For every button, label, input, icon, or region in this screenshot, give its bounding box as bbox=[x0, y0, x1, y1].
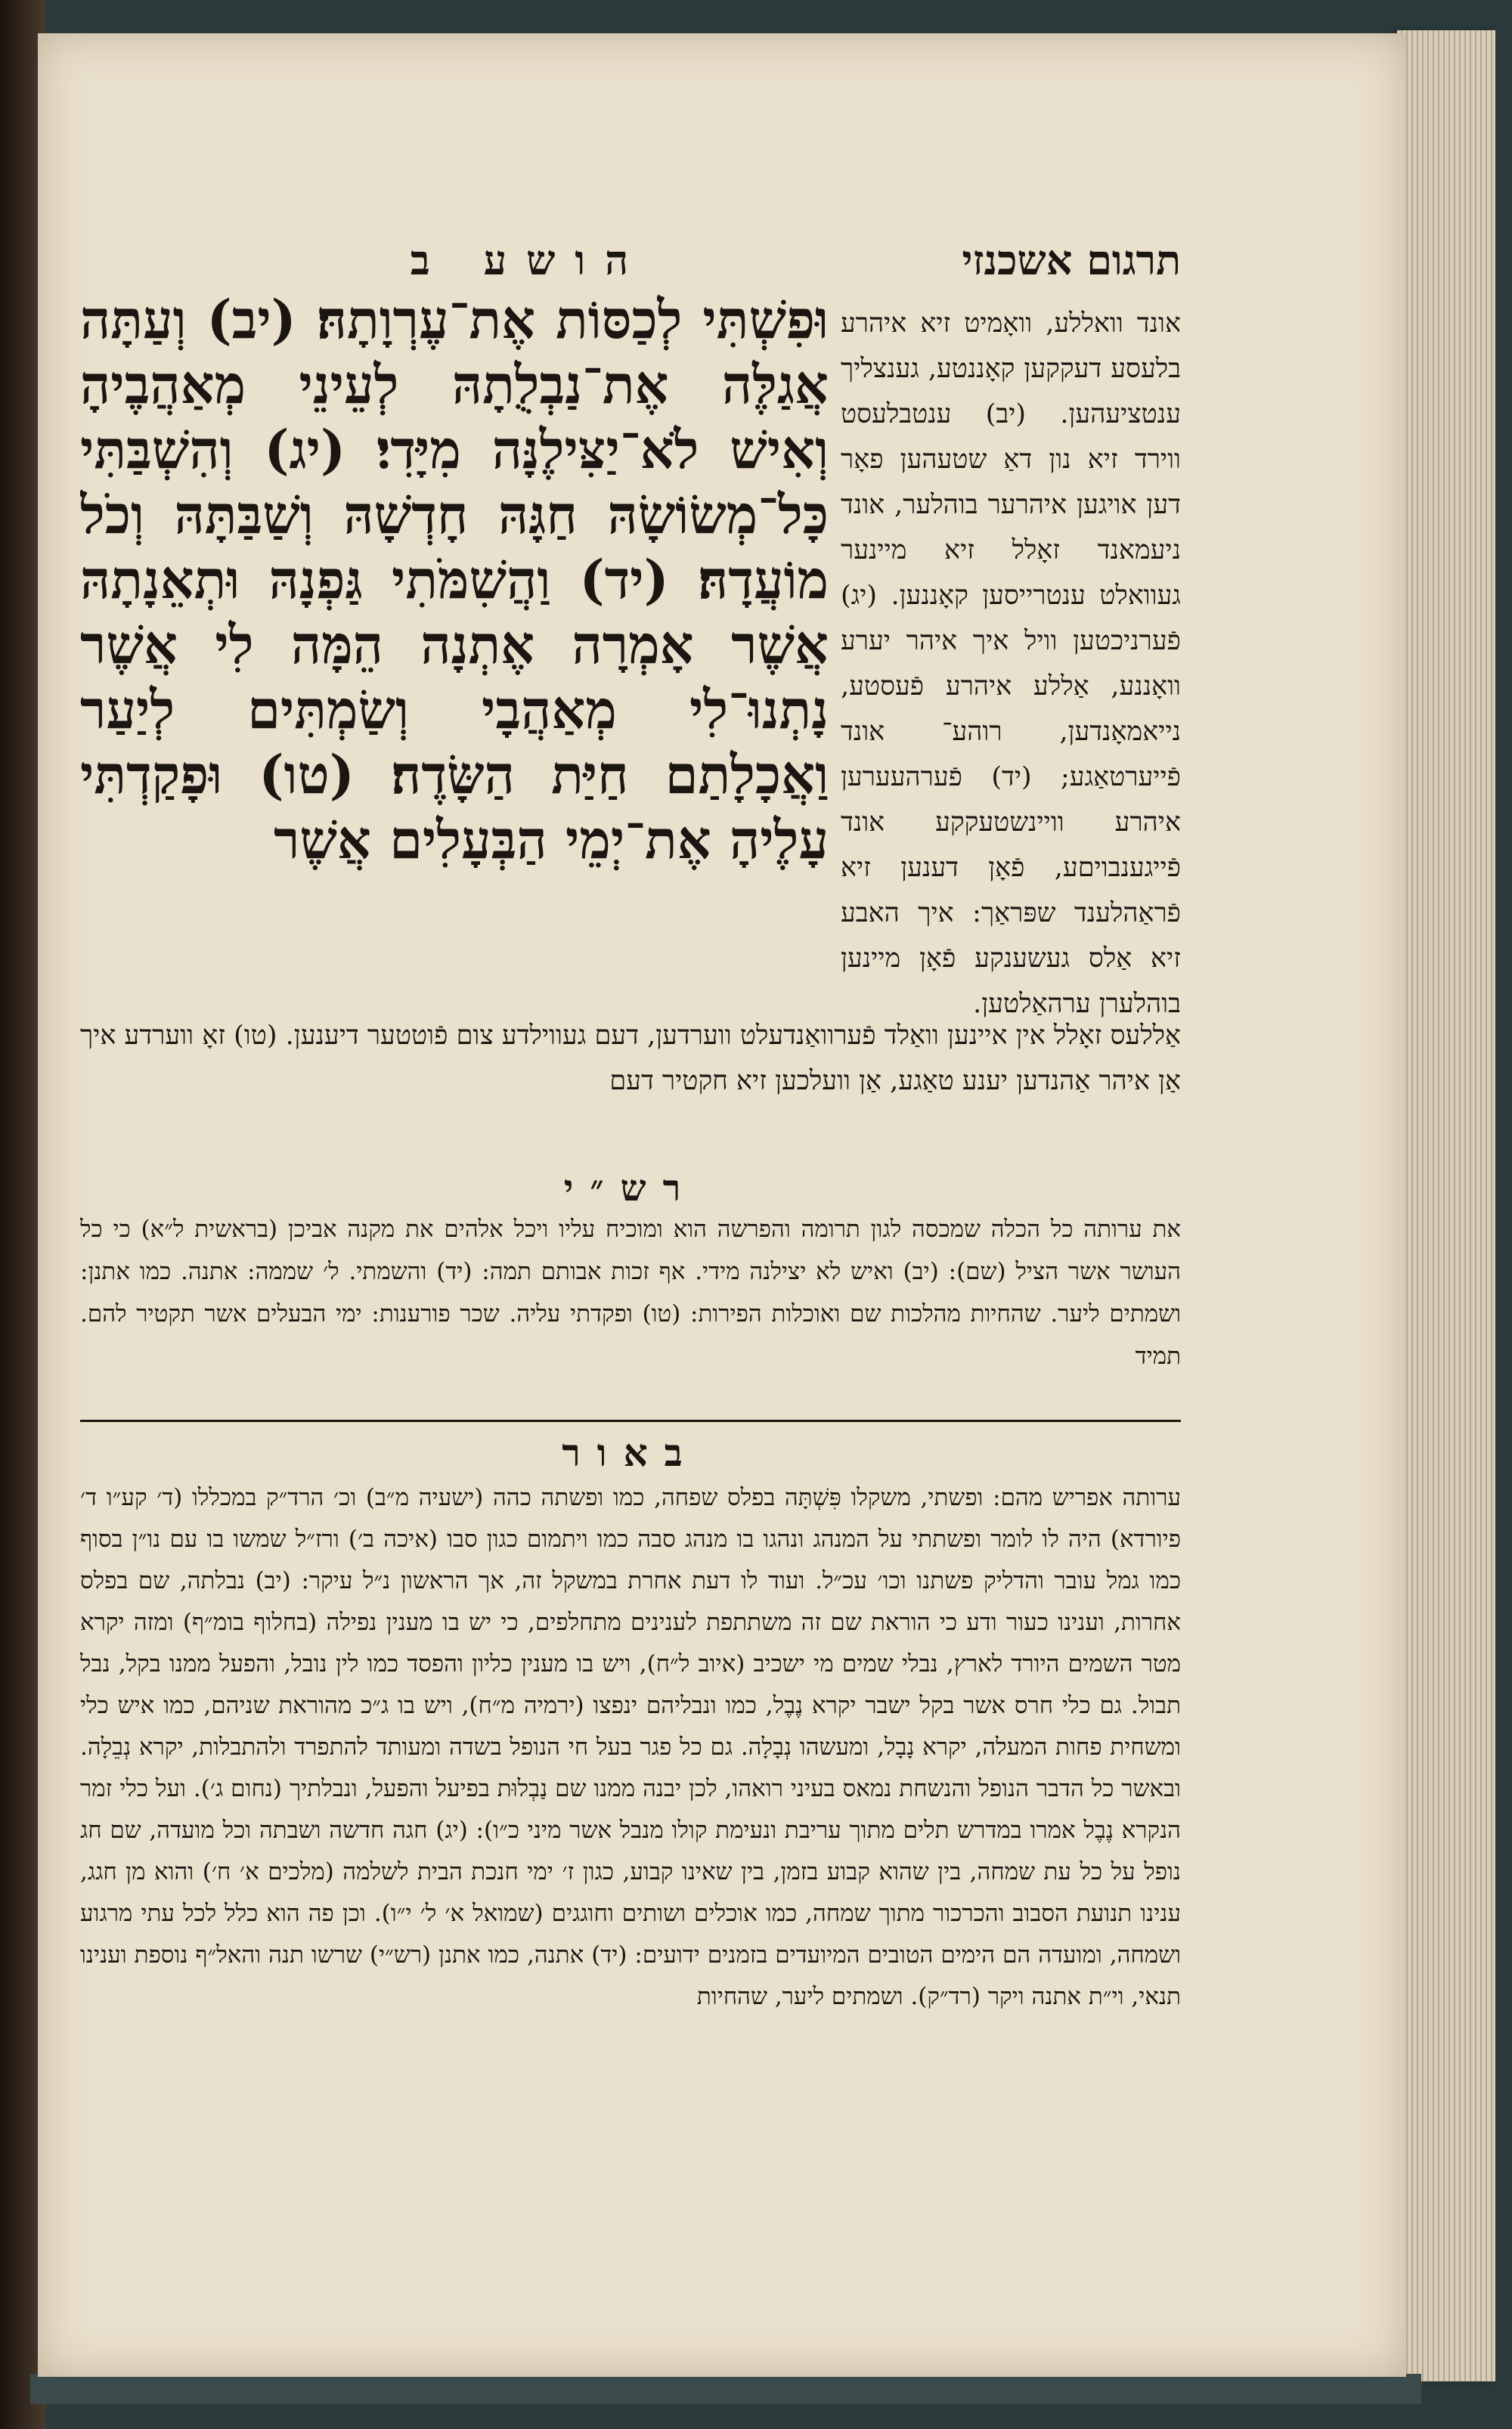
targum-continuation-text: אַללעס זאָלל אין איינען וואַלד פֿערוואַנדעלט ווערדען, דעם געווילדע צום פֿוטטער דיענען. (טו) זאָ ווערדע איך אַן איהר אַהנדען יענע טאַגע, אַן וועלכען זיא חקטיר דעם bbox=[80, 1021, 1181, 1096]
book-page bbox=[38, 33, 1406, 2377]
targum-header: תרגום אשכנזי bbox=[962, 236, 1181, 284]
rashi-text: את ערותה כל הכלה שמכסה לגון תרומה והפרשה הוא ומוכיח עליו ויכל אלהים את מקנה אביכן (בראשית ל״א) כי כל העושר אשר הציל (שם): (יב) ואיש לא יצילנה מידי. אף זכות אבותם תמה: (יד) והשמתי. ל׳ שממה: אתנה. כמו אתנן: ושמתים ליער. שהחיות מהלכות שם ואוכלות הפירות: (טו) ופקדתי עליה. שכר פורענות: ימי הבעלים אשר תקטיר להם. תמיד bbox=[80, 1216, 1181, 1370]
targum-continuation bbox=[80, 1013, 1181, 1172]
hebrew-text-column bbox=[80, 287, 829, 1013]
rashi-title: רש״י bbox=[563, 1167, 698, 1210]
targum-text: אונד וואללע, וואָמיט זיא איהרע בלעסע דעקקען קאָננטע, גענצליך ענטציעהען. (יב) ענטבלעסט ווירד זיא נון דאַ שטעהען פאָר דען אויגען איהרער בוהלער, אונד ניעמאנד זאָלל זיא מיינער געוואלט ענטרייסען קאָננען. (יג) פֿערניכטען וויל איך איהר יערע וואָננע, אַללע איהרע פֿעסטע, נייאמאָנדען, רוהע־ אונד פֿייערטאַגע; (יד) פֿערהעערען איהרע וויינשטעקקע אונד פֿייגענבויםע, פֿאָן דענען זיא פֿראַהלענד שפּראַך: איך האבע זיא אַלס געשענקע פֿאָן מיינען בוהלערן ערהאַלטען. bbox=[841, 308, 1181, 1019]
biur-text: ערותה אפריש מהם: ופשתי, משקלו פִּשְׁתָּה בפלס שפחה, כמו ופשתה כהה (ישעיה מ״ב) וכ׳ הרד״ק במכללו (ד׳ קע״ו ד׳ פיורדא) היה לו לומר ופשתתי על המנהג ונהגו בו מנהג סבה כמו ויתמום כגון סבו (איכה ב׳) ורז״ל שמשו בו עם נו״ן בסוף כמו גמל עובר והדליק פשתנו וכו׳ עכ״ל. ועוד לו דעת אחרת במשקל זה, אך הראשון נ״ל עיקר: (יב) נבלתה, שם בפלס אחרות, וענינו כעור ודע כי הוראת שם זה משתתפת לענינים מתחלפים, כי יש בו מענין נפילה (בחלוף בומ״ף) ומזה יקרא מטר השמים היורד לארץ, נבלי שמים מי ישכיב (איוב ל״ח), ויש בו מענין כליון והפסד כמו לין נובל, והפעל ממנו בקל, נבל תבול. גם כלי חרס אשר בקל ישבר יקרא נֶבֶל, כמו ונבליהם ינפצו (ירמיה מ״ח), ויש בו ג״כ מהוראת שניהם, כמו איש כלי ומשחית פחות המעלה, יקרא נָבָל, ומעשהו נְבָלָה. גם כל פגר בעל חי הנופל בשדה ומעותד להתפרד ולהתבלות, יקרא נְבֵלָה. ובאשר כל הדבר הנופל והנשחת נמאס בעיני רואהו, לכן יבנה ממנו שם נַבְלוּת בפיעל והפעל, ונבלתיך (נחום ג׳). ועל כלי זמר הנקרא נֶבֶל אמרו במדרש תלים מתוך עריבת ונעימת קולו מנבל אשר מיני כ״ו): (יג) חגה חדשה ושבתה וכל מועדה, שם חג נופל על כל עת שמחה, בין שהוא קבוע בזמן, בין שאינו קבוע, כגון ז׳ ימי חנכת הבית לשלמה (מלכים א׳ ח׳) והוא מן חגג, ענינו תנועת הסבוב והכרכור מתוך שמחה, כמו אוכלים ושותים וחוגגים (שמואל א׳ ל׳ י״ו). וכן פה הוא כלל לכל עתי מרגוע ושמחה, ומועדה הם הימים הטובים המיועדים בזמנים ידועים: (יד) אתנה, כמו אתנן (רש״י) שרשו תנה והאל״ף נוספת וענינו תנאי, וי״ת אתנה ויקר (רד״ק). ושמתים ליער, שהחיות bbox=[80, 1484, 1181, 2010]
biur-commentary bbox=[80, 1477, 1181, 2324]
biur-title: באור bbox=[562, 1430, 699, 1475]
hebrew-verses: וּפִשְׁתִּי לְכַסּוֹת אֶת־עֶרְוָתָהּ׃ (יב) וְעַתָּה אֲגַלֶּה אֶת־נַבְלֻתָהּ לְעֵינֵי מְאַהֲבֶיהָ וְאִישׁ לֹא־יַצִּילֶנָּה מִיָּדִי׃ (יג) וְהִשְׁבַּתִּי כָּל־מְשׂוֹשָׂהּ חַגָּהּ חָדְשָׁהּ וְשַׁבַּתָּהּ וְכֹל מוֹעֲדָהּ׃ (יד) וַהֲשִׁמֹּתִי גַּפְנָהּ וּתְאֵנָתָהּ אֲשֶׁר אָמְרָה אֶתְנָה הֵמָּה לִי אֲשֶׁר נָתְנוּ־לִי מְאַהֲבָי וְשַׂמְתִּים לְיַעַר וַאֲכָלָתַם חַיַּת הַשָּׂדֶה׃ (טו) וּפָקַדְתִּי עָלֶיהָ אֶת־יְמֵי הַבְּעָלִים אֲשֶׁר bbox=[80, 288, 829, 871]
section-divider bbox=[80, 1420, 1181, 1422]
book-chapter-header: הושע ב bbox=[410, 236, 649, 284]
rashi-commentary bbox=[80, 1208, 1181, 1412]
page-edges bbox=[1397, 30, 1495, 2381]
targum-column bbox=[841, 301, 1181, 1027]
bottom-edge bbox=[30, 2374, 1421, 2404]
